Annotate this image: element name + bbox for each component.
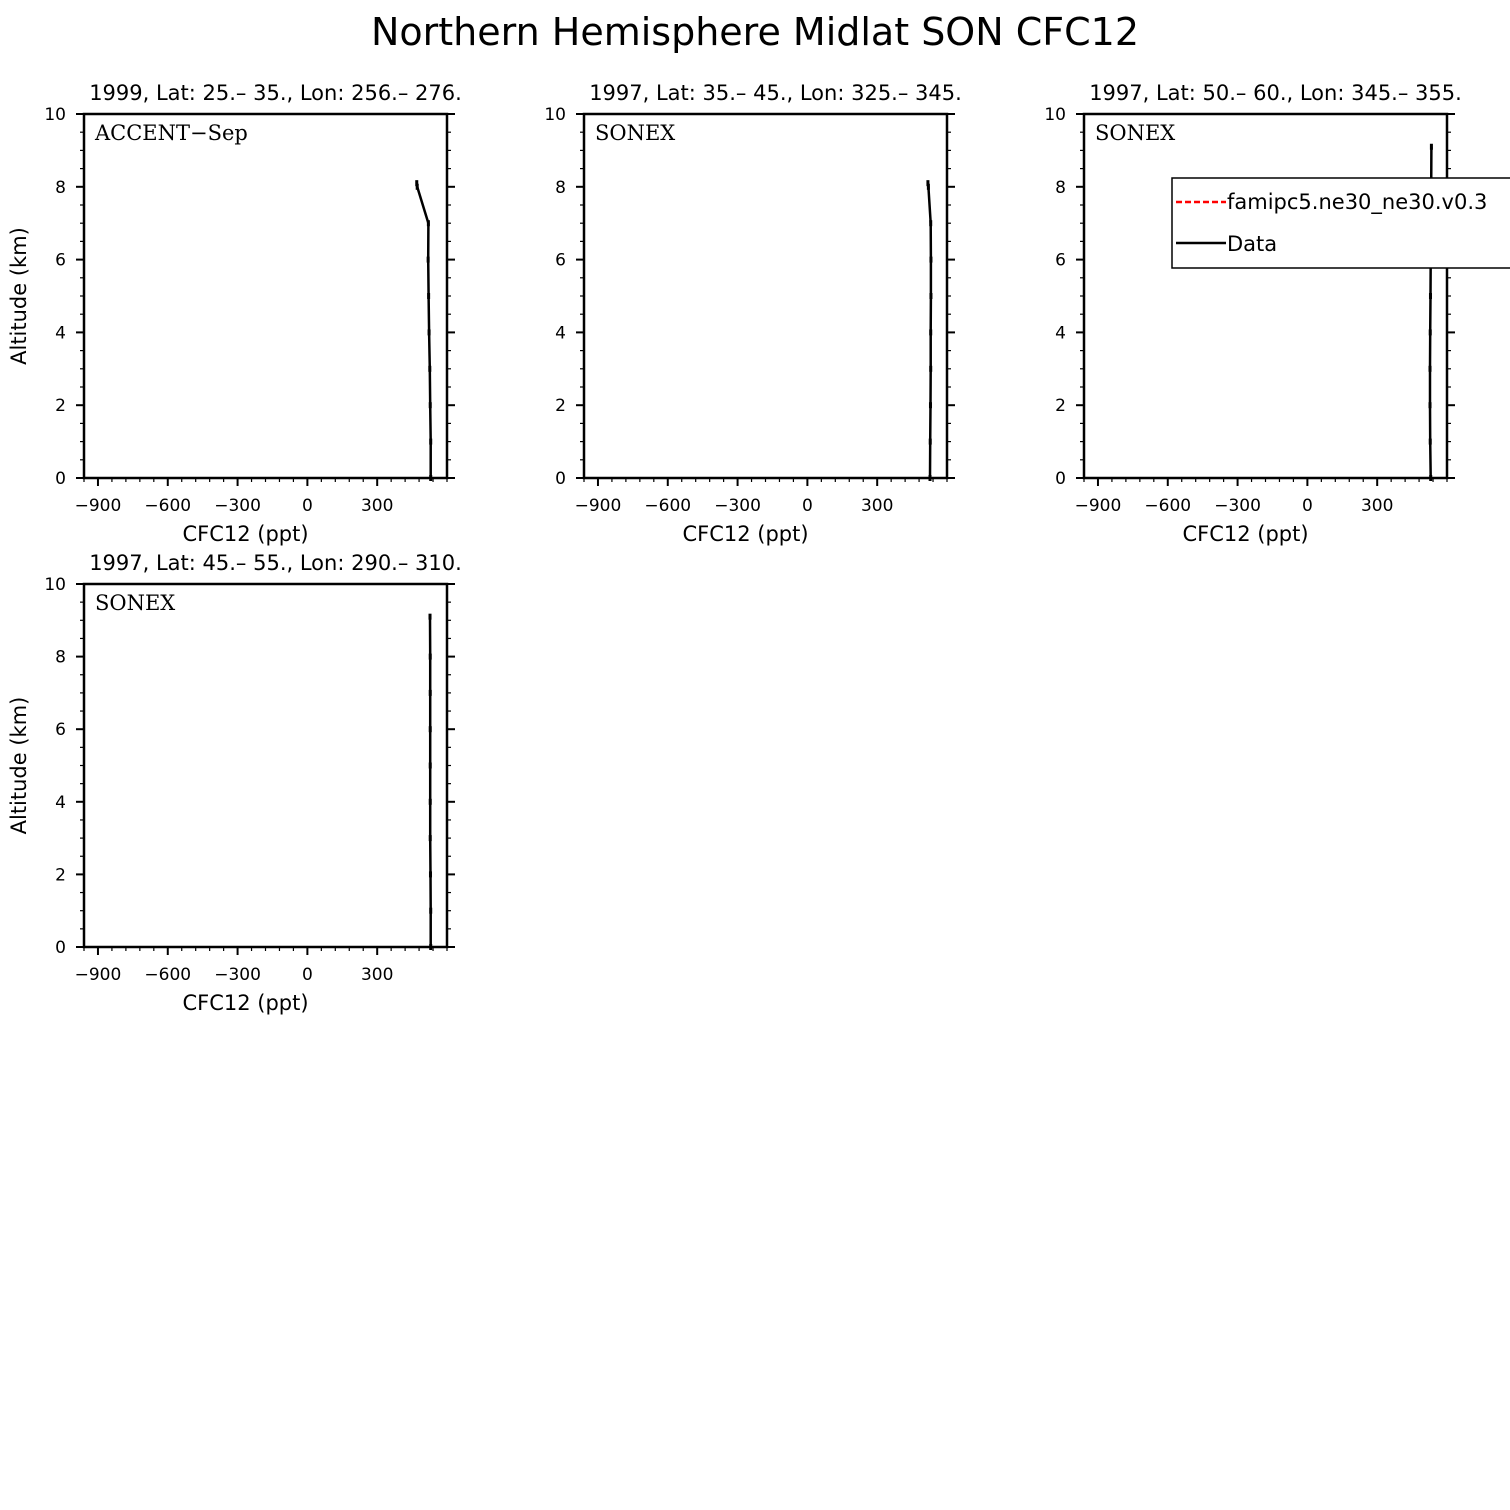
data-point	[427, 293, 430, 299]
y-tick-label: 8	[1055, 177, 1066, 198]
legend	[1172, 178, 1510, 268]
data-point	[429, 799, 432, 805]
x-tick-label: −900	[74, 965, 122, 985]
data-point	[429, 614, 432, 620]
y-tick-label: 2	[1055, 396, 1066, 417]
y-tick-label: 0	[1055, 469, 1066, 489]
x-tick-label: −300	[1214, 496, 1261, 516]
data-point	[428, 366, 431, 372]
y-tick-label: 2	[55, 865, 66, 886]
y-tick-label: 10	[44, 575, 66, 595]
x-tick-label: −900	[74, 496, 122, 516]
y-tick-label: 10	[1044, 105, 1066, 125]
data-point	[1429, 366, 1432, 372]
data-point	[1429, 439, 1432, 445]
x-tick-label: −900	[1074, 496, 1122, 516]
x-axis-label: CFC12 (ppt)	[682, 522, 809, 546]
x-axis-label: CFC12 (ppt)	[182, 522, 309, 546]
data-point	[929, 439, 932, 445]
x-tick-label: −900	[574, 496, 622, 516]
x-tick-label: −300	[214, 965, 261, 985]
data-point	[428, 329, 431, 335]
y-tick-label: 2	[555, 396, 566, 417]
y-tick-label: 10	[44, 105, 66, 125]
y-tick-label: 4	[55, 792, 66, 813]
series-line-data	[430, 617, 431, 947]
data-point	[429, 871, 432, 877]
panel-title: 1997, Lat: 45.– 55., Lon: 290.– 310.	[89, 551, 462, 575]
y-tick-label: 6	[555, 250, 566, 271]
data-point	[429, 475, 432, 481]
data-point	[1429, 329, 1432, 335]
x-tick-label: 0	[301, 496, 313, 516]
y-tick-label: 4	[555, 323, 566, 344]
data-point	[415, 180, 418, 186]
x-tick-label: −600	[1144, 496, 1192, 516]
y-tick-label: 8	[55, 177, 66, 198]
data-point	[429, 726, 432, 732]
y-tick-label: 0	[55, 938, 66, 958]
y-tick-label: 2	[55, 396, 66, 417]
data-point	[926, 180, 929, 186]
data-point	[1430, 144, 1433, 150]
campaign-label: SONEX	[595, 121, 676, 145]
x-tick-label: −300	[714, 496, 761, 516]
data-point	[929, 257, 932, 263]
data-point	[429, 835, 432, 841]
y-axis-label: Altitude (km)	[7, 227, 31, 365]
y-tick-label: 6	[55, 720, 66, 741]
x-tick-label: −300	[214, 496, 261, 516]
x-tick-label: −600	[144, 965, 192, 985]
figure-title: Northern Hemisphere Midlat SON CFC12	[370, 10, 1140, 54]
panel-title: 1999, Lat: 25.– 35., Lon: 256.– 276.	[89, 81, 462, 105]
data-point	[429, 402, 432, 408]
data-point	[929, 475, 932, 481]
data-point	[429, 690, 432, 696]
data-point	[929, 293, 932, 299]
y-tick-label: 8	[55, 647, 66, 668]
y-axis-label: Altitude (km)	[7, 696, 31, 835]
y-tick-label: 6	[55, 250, 66, 271]
y-tick-label: 0	[555, 469, 566, 489]
y-tick-label: 8	[555, 177, 566, 198]
panel-title: 1997, Lat: 35.– 45., Lon: 325.– 345.	[589, 81, 962, 105]
data-point	[1429, 402, 1432, 408]
x-tick-label: 300	[860, 496, 894, 516]
legend-model-label: famipc5.ne30_ne30.v0.3	[1227, 190, 1488, 214]
x-tick-label: 300	[1360, 496, 1394, 516]
data-point	[429, 654, 432, 660]
legend-data-label: Data	[1227, 232, 1278, 256]
data-point	[929, 402, 932, 408]
data-point	[429, 763, 432, 769]
y-tick-label: 10	[544, 105, 566, 125]
data-point	[929, 220, 932, 226]
y-tick-label: 4	[55, 323, 66, 344]
data-point	[427, 220, 430, 226]
data-point	[1429, 293, 1432, 299]
data-point	[429, 944, 432, 950]
panel-title: 1997, Lat: 50.– 60., Lon: 345.– 355.	[1089, 81, 1462, 105]
campaign-label: SONEX	[95, 591, 176, 615]
data-point	[1429, 475, 1432, 481]
x-tick-label: −600	[144, 496, 192, 516]
data-point	[429, 908, 432, 914]
x-axis-label: CFC12 (ppt)	[1182, 522, 1309, 546]
data-point	[929, 366, 932, 372]
data-point	[429, 439, 432, 445]
y-tick-label: 6	[1055, 250, 1066, 271]
campaign-label: SONEX	[1095, 121, 1176, 145]
campaign-label: ACCENT−Sep	[95, 121, 248, 145]
x-tick-label: −600	[644, 496, 692, 516]
x-tick-label: 0	[1301, 496, 1313, 516]
x-tick-label: 0	[301, 965, 313, 985]
x-tick-label: 300	[360, 496, 394, 516]
y-tick-label: 4	[1055, 323, 1066, 344]
y-tick-label: 0	[55, 469, 66, 489]
data-point	[929, 329, 932, 335]
data-point	[427, 257, 430, 263]
x-tick-label: 300	[360, 965, 394, 985]
x-tick-label: 0	[801, 496, 813, 516]
x-axis-label: CFC12 (ppt)	[182, 991, 309, 1015]
